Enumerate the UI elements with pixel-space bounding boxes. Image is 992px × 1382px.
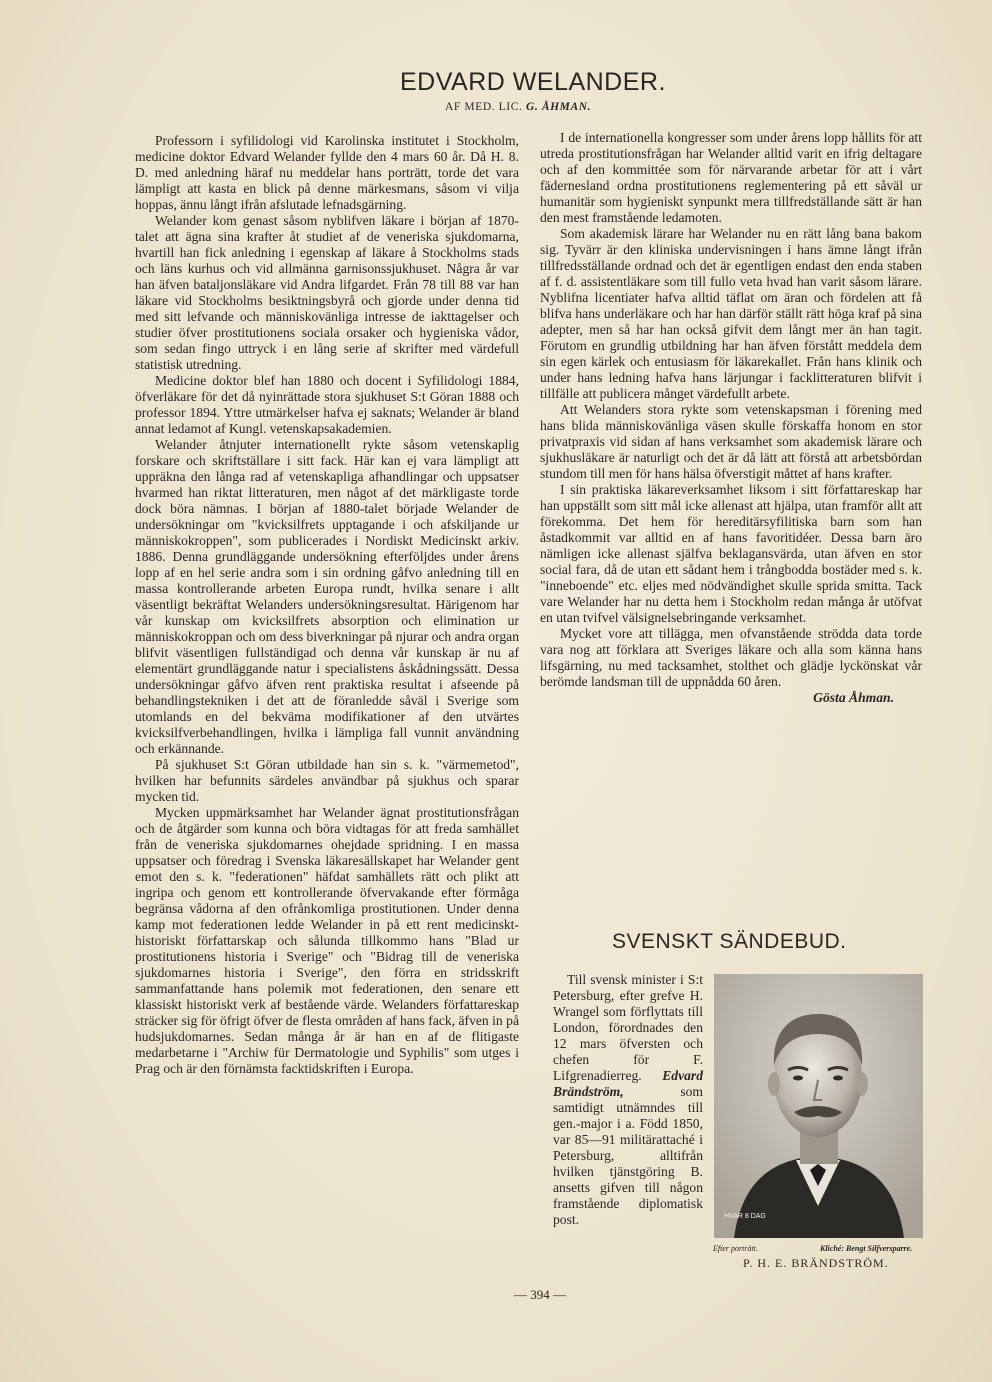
left-column (135, 133, 519, 1077)
article-title: EDVARD WELANDER. (400, 68, 666, 96)
byline-prefix: AF MED. LIC. (445, 101, 526, 113)
paragraph: Mycket vore att tillägga, men ofvanstående strödda data torde vara nog att förklara att Sveriges läkare och alla som känna hans lifsgärning, nu med tacksamhet, stolthet och glädje lyckönskat vår berömde landsman till de uppnådda 60 åren. (540, 626, 922, 689)
envoy-name: Edvard Brändström, (553, 1068, 703, 1099)
photo-credit-left: Efter porträtt. (713, 1244, 758, 1253)
byline (445, 101, 665, 113)
paragraph: Att Welanders stora rykte som vetenskapsman i förening med hans blida människovänliga väsen skulle förskaffa honom en stor privatpraxis vid sidan af hans verksamhet som akademisk lärare och sjukhusläkare är naturligt och det är då lätt att förstå att arbetsbördan stundom till men för hans hälsa öfverstigit måttet af hans krafter. (540, 402, 922, 481)
byline-author: G. ÅHMAN. (525, 101, 592, 113)
portrait-photo (714, 974, 923, 1238)
envoy-text-before-name: Till svensk minister i S:t Petersburg, efter grefve H. Wrangel som förflyttats till London, förordnades den 12 mars öfversten och chefen för F. Lifgrenadierreg. (553, 972, 703, 1083)
section-title: SVENSKT SÄNDEBUD. (612, 930, 847, 953)
photo-mark: HVAR 8 DAG (724, 1213, 766, 1220)
envoy-text (553, 972, 703, 1228)
portrait-caption: P. H. E. BRÄNDSTRÖM. (743, 1256, 889, 1270)
right-column (540, 130, 922, 706)
paragraph: Som akademisk lärare har Welander nu en rätt lång bana bakom sig. Tyvärr är den kliniska undervisningen i hans ämne långt ifrån tillfredsställande ordnad och det är egentligen endast den enda staben af f. d. assistentläkare som till fullo veta hvad han varit såsom lärare. Nyblifna licentiater hafva alltid täflat om äran och fördelen att få blifva hans underläkare och har han därför ställt rätt höga kraf på sina adepter, men så har han också gifvit dem långt mer än han tagit. Förutom en grundlig utbildning har han äfven förstått meddela dem sin egen kärlek och entusiasm för läkarekallet. Från hans klinik och under hans ledning hafva hans lärjungar i facklitteraturen blifvit i tillfälle att publicera månget värdefullt arbete. (540, 226, 922, 401)
paragraph: Medicine doktor blef han 1880 och docent i Syfilidologi 1884, öfverläkare för det då nyinrättade stora sjukhuset S:t Göran 1888 och professor 1894. Yttre utmärkelser hafva ej saknats; Welander är bland annat ledamot af Kungl. vetenskapsakademien. (135, 373, 519, 436)
paragraph: På sjukhuset S:t Göran utbildade han sin s. k. "värmemetod", hvilken har befunnits särdeles användbar på sjukhus och sparar mycken tid. (135, 757, 519, 804)
paragraph: Welander kom genast såsom nyblifven läkare i början af 1870-talet att ägna sina krafter åt studiet af de veneriska sjukdomarna, hvartill han fick anledning i egenskap af läkare å Stockholms stads och läns kurhus och vid allmänna garnisonssjukhuset. Några år var han äfven bataljonsläkare vid Andra lifgardet. Från 78 till 88 var han läkare vid Stockholms besiktningsbyrå och gjorde under denna tid med sitt lefvande och människovänliga intresse de iakttagelser och studier öfver prostitutionens sociala orsaker och hygieniska vådor, som sedan fingo uttryck i en lång serie af skrifter med värdefull statistisk utredning. (135, 213, 519, 372)
envoy-text-after-name: som samtidigt utnämndes till gen.-major i a. Född 1850, var 85—91 militärattaché i Petersburg, alltifrån hvilken tjänstgöring B. ansetts gifven till någon framstående diplomatisk post. (553, 1084, 703, 1227)
paragraph: Mycken uppmärksamhet har Welander ägnat prostitutionsfrågan och de åtgärder som kunna och böra vidtagas för att freda samhället från de veneriska sjukdomarnes ohejdade spridning. I en massa uppsatser och föredrag i Svenska läkaresällskapet har Welander gent emot den s. k. "federationen" häfdat samhällets rätt och plikt att ingripa och genom ett kontrollerande öfvervakande efter förmåga begränsa vådorna af den ofrånkomliga prostitutionen. Under denna kamp mot federationen ledde Welander in på ett rent medicinskt-historiskt författarskap och sålunda tillkommo hans "Blad ur prostitutionens historia i Sverige" och "Bidrag till de veneriska sjukdomarnes historia i Sverige", den förra en stridsskrift sammanfattande hans polemik mot federationen, den senare ett klassiskt historiskt verk af bestående värde. Welanders författareskap sträcker sig för öfrigt öfver de flesta områden af hans fack, äfven in på hudsjukdomarnes. Sedan många år är han en af de flitigaste medarbetarne i "Archiw für Dermatologie und Syphilis" som utges i Prag och är den förnämsta facktidskriften i Europa. (135, 805, 519, 1076)
page-number: — 394 — (514, 1287, 566, 1302)
envoy-paragraph (553, 972, 703, 1228)
paragraph: I de internationella kongresser som under årens lopp hållits för att utreda prostitutionsfrågan har Welander alltid varit en ifrig deltagare och af den kommittée som för närvarande arbetar för att i vårt fädernesland ordna prostitutionens reglementering på ett såväl ur humanitär som hygieniskt synpunkt mera tillfredställande sätt är han den mest framstående ledamoten. (540, 130, 922, 225)
signature: Gösta Åhman. (813, 690, 894, 705)
paragraph: I sin praktiska läkareverksamhet liksom i sitt författareskap har han uppställt som sitt mål icke allenast att hjälpa, utan framför allt att förekomma. Det hem för hereditärsyfilitiska barn som han åstadkommit var alltid en af hans favoritidéer. Dessa barn äro nämligen icke allenast själfva beklagansvärda, utan äfven en stor social fara, då de utan ett sådant hem i trångbodda bostäder med s. k. "inneboende" etc. eljes med nödvändighet skulle sprida smitta. Tack vare Welander har nu detta hem i Stockholm redan många år utöfvat en utan tvifvel välsignelsebringande verksamhet. (540, 482, 922, 625)
portrait-illustration (714, 974, 923, 1238)
photo-credit-right: Kliché: Bengt Silfversparre. (820, 1244, 913, 1253)
paragraph: Welander åtnjuter internationellt rykte såsom vetenskaplig forskare och skriftställare i sitt fack. Här kan ej vara lämpligt att uppräkna den långa rad af vetenskapliga afhandlingar och uppsatser hvarmed han riktat litteraturen, men något af det märkligaste torde dock böra nämnas. I början af 1880-talet började Welander de undersökningar om "kvicksilfrets upptagande i och afskiljande ur människokroppen", som publicerades i Nordiskt Medicinskt arkiv. 1886. Denna grundläggande undersökning efterföljdes under årens lopp af en hel serie andra som i sin ordning gåfvo anledning till en massa kontrollerande arbeten Europa rundt, hvilka senare i allt väsentligt bekräftat Welanders undersökningsresultat. Härigenom har vår kunskap om kvicksilfrets absorption och elimination ur människokroppan och om dess biverkningar på njurar och andra organ blifvit väsentligen fullständigad och denna vår kunskap är nu af elementärt grundläggande natur i specialistens åskådningssätt. Dessa undersökningar gåfvo äfven rent praktiska resultat i afseende på behandlingstekniken i det att de föranledde såväl i Sverige som utomlands en del bekväma modifikationer af den utvärtes kvicksilfverbehandlingen, hvilka i lämpliga fall vunnit användning och erkännande. (135, 437, 519, 756)
paragraph: Professorn i syfilidologi vid Karolinska institutet i Stockholm, medicine doktor Edvard Welander fyllde den 4 mars 60 år. Då H. 8. D. med anledning häraf nu meddelar hans porträtt, torde det vara lämpligt att kasta en blick på denne märkesmans, såsom vi vilja hoppas, ännu långt ifrån afslutade lefnadsgärning. (135, 133, 519, 212)
